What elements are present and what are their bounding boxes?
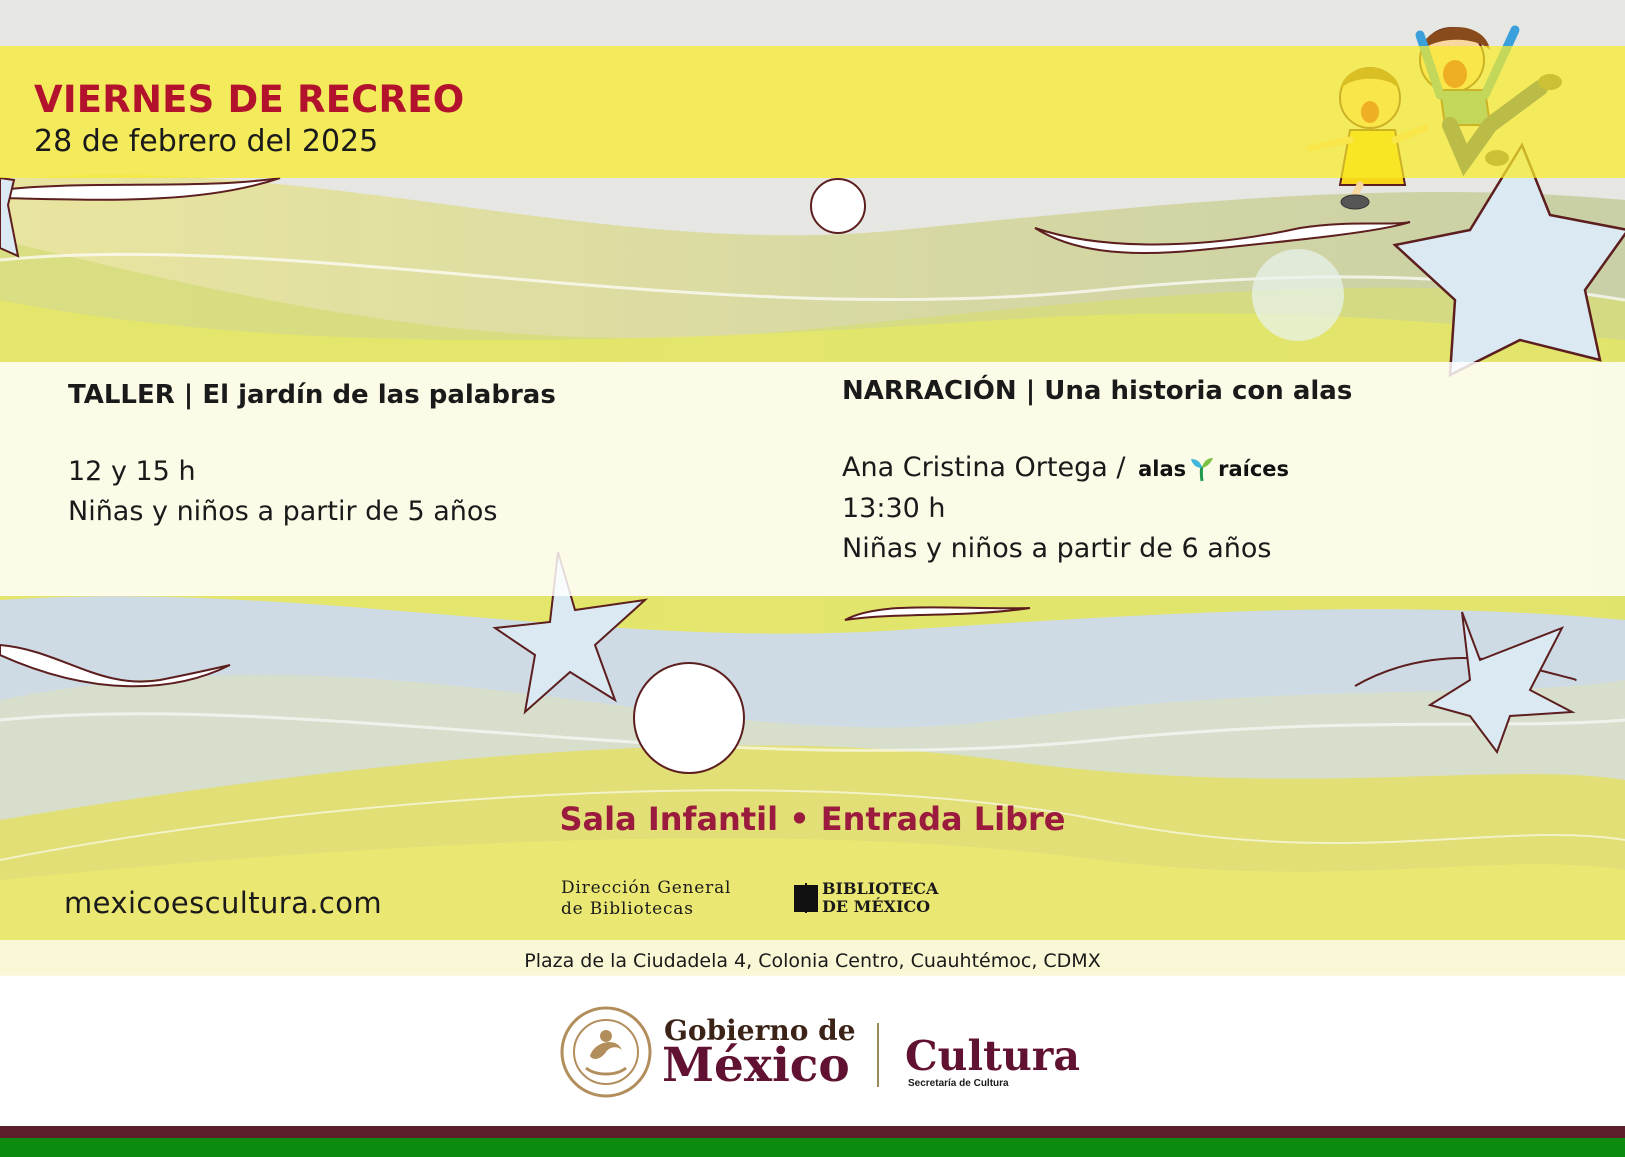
bottom-stripe-maroon [0,1126,1625,1138]
book-icon [793,882,819,914]
gobierno-logo-line1: Gobierno de [664,1014,856,1047]
activity-workshop [68,380,556,532]
website-link[interactable]: mexicoescultura.com [64,886,383,920]
activity-time: 13:30 h [842,492,946,524]
dgb-logo: Dirección General de Bibliotecas [561,878,732,919]
gobierno-logo-line2: México [662,1038,850,1093]
cultura-subtitle: Secretaría de Cultura [908,1078,1009,1089]
activity-audience: Niñas y niños a partir de 6 años [842,532,1272,564]
activity-title: NARRACIÓN | Una historia con alas [842,376,1353,406]
cultura-logo: Cultura [905,1032,1080,1080]
biblioteca-de-mexico-logo: BIBLIOTECA DE MÉXICO [793,880,938,916]
sprout-icon [1189,456,1215,482]
presenter-name: Ana Cristina Ortega / [842,452,1126,483]
activity-audience: Niñas y niños a partir de 5 años [68,496,498,527]
bottom-stripe-green [0,1138,1625,1157]
address-text: Plaza de la Ciudadela 4, Colonia Centro, Cuauhtémoc, CDMX [524,950,1101,972]
alas-y-raices-logo: alas raíces [1138,456,1290,481]
coat-of-arms-icon [560,1006,652,1098]
activity-time: 12 y 15 h [68,456,196,487]
venue-label: Sala Infantil • Entrada Libre [559,800,1066,838]
event-date: 28 de febrero del 2025 [34,124,379,159]
event-title: VIERNES DE RECREO [34,78,465,121]
activity-title: TALLER | El jardín de las palabras [68,380,556,410]
logo-divider [877,1023,879,1087]
activity-presenter [842,448,1352,489]
activity-storytelling [842,376,1352,569]
